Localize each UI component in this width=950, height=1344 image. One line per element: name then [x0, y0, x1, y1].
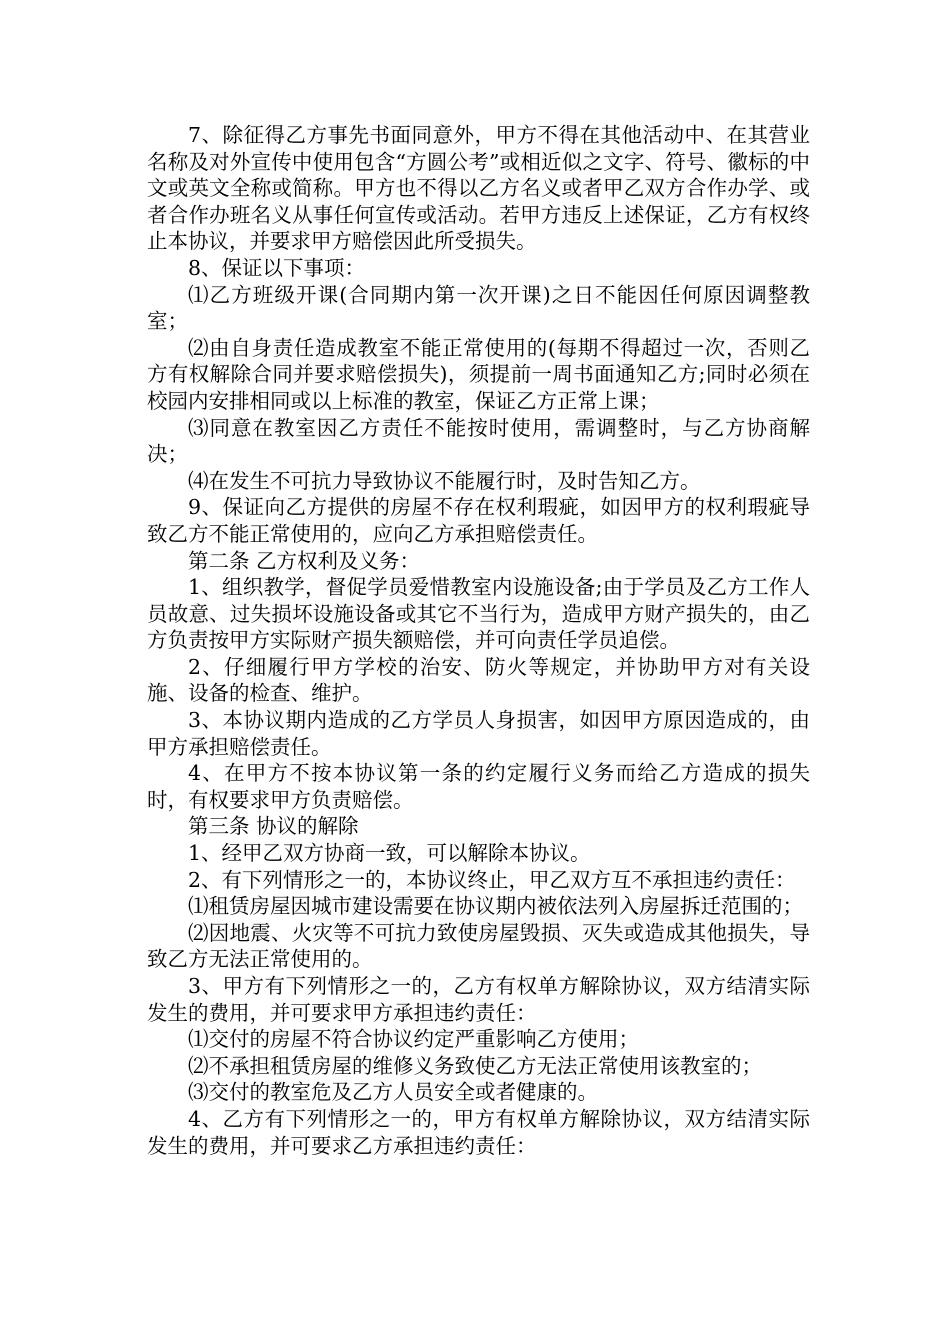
- clause-8-item-3: ⑶同意在教室因乙方责任不能按时使用，需调整时，与乙方协商解决；: [147, 415, 810, 467]
- document-body: [147, 122, 810, 1159]
- article-3-item-2-sub-2: ⑵因地震、火灾等不可抗力致使房屋毁损、灭失或造成其他损失，导致乙方无法正常使用的。: [147, 920, 810, 972]
- clause-8-item-1: ⑴乙方班级开课(合同期内第一次开课)之日不能因任何原因调整教室；: [147, 282, 810, 334]
- article-3-heading: 第三条 协议的解除: [188, 814, 359, 839]
- article-3-item-3: 3、甲方有下列情形之一的，乙方有权单方解除协议，双方结清实际发生的费用，并可要求甲方承担违约责任：: [147, 974, 810, 1025]
- clause-7: 7、除征得乙方事先书面同意外，甲方不得在其他活动中、在其营业名称及对外宣传中使用包含“方圆公考”或相近似之文字、符号、徽标的中文或英文全称或简称。甲方也不得以乙方名义或者甲乙双方合作办学、或者合作办班名义从事任何宣传或活动。若甲方违反上述保证，乙方有权终止本协议，并要求甲方赔偿因此所受损失。: [147, 123, 810, 254]
- article-3-item-1: 1、经甲乙双方协商一致，可以解除本协议。: [188, 841, 591, 866]
- article-3-item-3-sub-1: ⑴交付的房屋不符合协议约定严重影响乙方使用；: [188, 1027, 639, 1052]
- clause-9: 9、保证向乙方提供的房屋不存在权利瑕疵，如因甲方的权利瑕疵导致乙方不能正常使用的，应向乙方承担赔偿责任。: [147, 495, 810, 546]
- article-2-heading: 第二条 乙方权利及义务：: [188, 548, 421, 573]
- article-2-item-2: 2、仔细履行甲方学校的治安、防火等规定，并协助甲方对有关设施、设备的检查、维护。: [147, 654, 810, 706]
- article-3-item-2-sub-1: ⑴租赁房屋因城市建设需要在协议期内被依法列入房屋拆迁范围的；: [188, 894, 803, 919]
- article-3-item-4: 4、乙方有下列情形之一的，甲方有权单方解除协议，双方结清实际发生的费用，并可要求乙方承担违约责任：: [147, 1106, 810, 1158]
- article-2-item-3: 3、本协议期内造成的乙方学员人身损害，如因甲方原因造成的，由甲方承担赔偿责任。: [147, 708, 810, 759]
- clause-8-item-4: ⑷在发生不可抗力导致协议不能履行时，及时告知乙方。: [188, 468, 701, 493]
- article-3-item-2: 2、有下列情形之一的，本协议终止，甲乙双方互不承担违约责任：: [188, 867, 796, 892]
- clause-8-item-2: ⑵由自身责任造成教室不能正常使用的(每期不得超过一次，否则乙方有权解除合同并要求赔偿损失)，须提前一周书面通知乙方;同时必须在校园内安排相同或以上标准的教室，保证乙方正常上课；: [147, 335, 810, 413]
- article-3-item-3-sub-2: ⑵不承担租赁房屋的维修义务致使乙方无法正常使用该教室的；: [188, 1053, 762, 1078]
- article-2-item-1: 1、组织教学，督促学员爱惜教室内设施设备;由于学员及乙方工作人员故意、过失损坏设施设备或其它不当行为，造成甲方财产损失的，由乙方负责按甲方实际财产损失额赔偿，并可向责任学员追偿。: [147, 575, 810, 653]
- article-3-item-3-sub-3: ⑶交付的教室危及乙方人员安全或者健康的。: [188, 1080, 598, 1105]
- clause-8-heading: 8、保证以下事项：: [188, 255, 366, 280]
- article-2-item-4: 4、在甲方不按本协议第一条的约定履行义务而给乙方造成的损失时，有权要求甲方负责赔偿。: [147, 761, 810, 812]
